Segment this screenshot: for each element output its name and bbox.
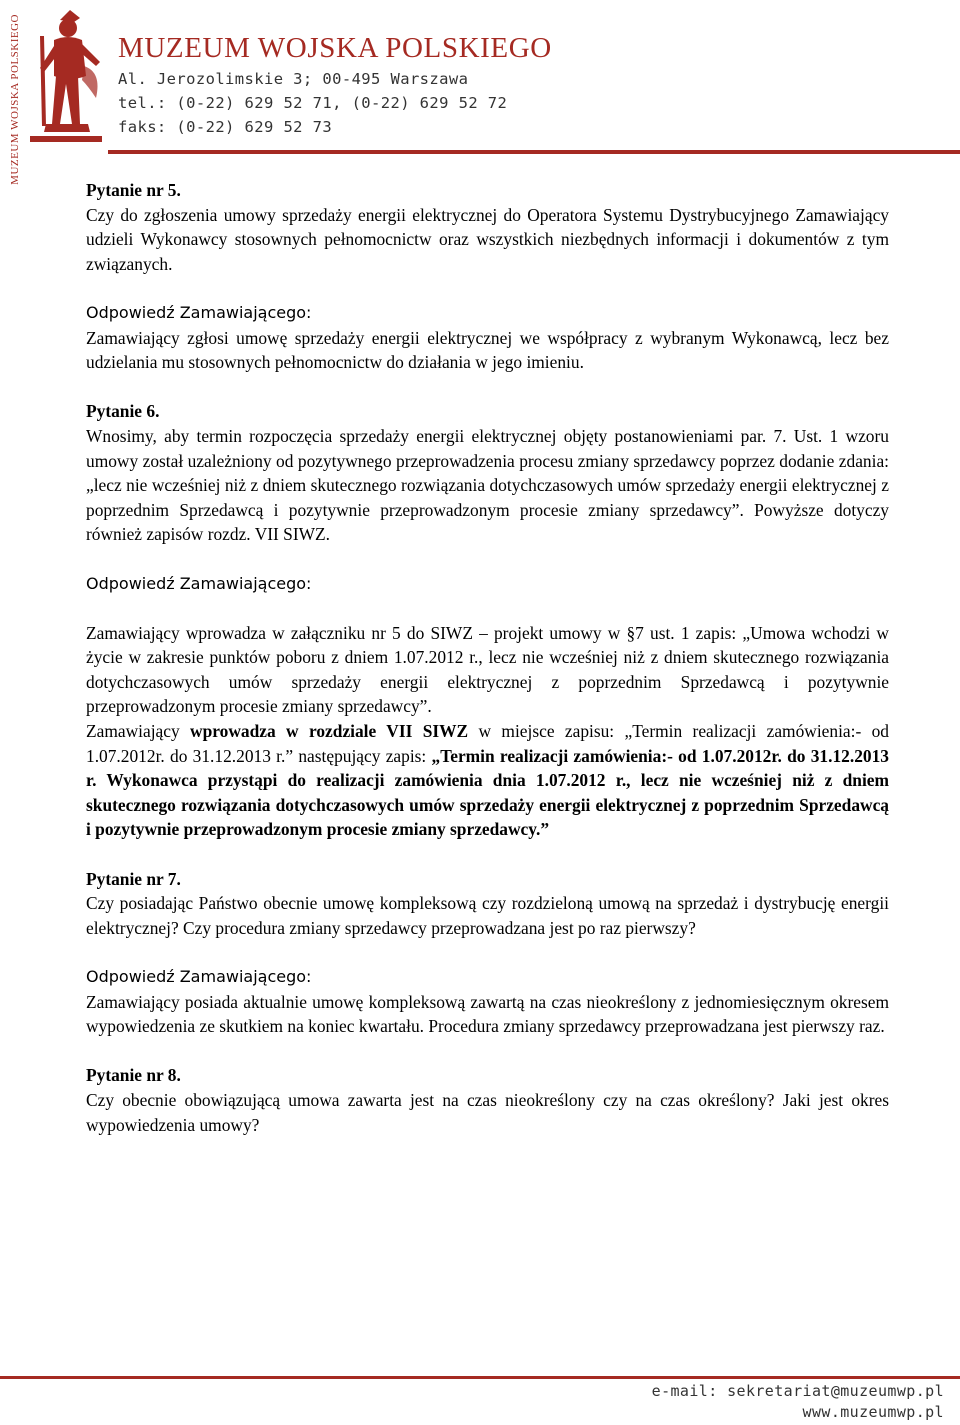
question-7-text: Czy posiadając Państwo obecnie umowę kompleksową czy rozdzieloną umową na sprzedaż i dystrybucję energii elektrycznej? Czy procedura zmiany sprzedawcy przeprowadzana jest po raz pierwszy? bbox=[86, 893, 889, 938]
answer-6-heading: Odpowiedź Zamawiającego: bbox=[86, 573, 312, 593]
question-7-heading: Pytanie nr 7. bbox=[86, 868, 181, 889]
answer-5-text: Zamawiający zgłosi umowę sprzedaży energii elektrycznej we współpracy z wybranym Wykonawcą, lecz bez udzielania mu stosownych pełnomocnictw do działania w jego imieniu. bbox=[86, 327, 889, 373]
question-6-heading: Pytanie 6. bbox=[86, 401, 160, 422]
header-divider bbox=[108, 150, 960, 154]
museum-fax: faks: (0-22) 629 52 73 bbox=[118, 118, 333, 136]
question-8-text: Czy obecnie obowiązującą umowa zawarta jest na czas nieokreślony czy na czas określony? Jaki jest okres wypowiedzenia umowy? bbox=[86, 1089, 889, 1135]
answer-6-p2-middle: w miejsce zapisu: „Termin realizacji zamówienia:- od 1.07.2012r. do 31.12.2013 r.” następujący zapis: bbox=[86, 721, 889, 766]
question-8-heading: Pytanie nr 8. bbox=[86, 1065, 181, 1086]
question-5-heading: Pytanie nr 5. bbox=[86, 180, 181, 200]
museum-address: Al. Jerozolimskie 3; 00-495 Warszawa bbox=[118, 70, 469, 88]
museum-logo-knight-icon bbox=[10, 6, 108, 156]
footer-divider bbox=[0, 1376, 960, 1379]
museum-phone: tel.: (0-22) 629 52 71, (0-22) 629 52 72 bbox=[118, 94, 508, 112]
footer-website: www.muzeumwp.pl bbox=[802, 1403, 944, 1421]
question-5-text: Czy do zgłoszenia umowy sprzedaży energii elektrycznej do Operatora Systemu Dystrybucyjnego Zamawiający udzieli Wykonawcy stosownych pełnomocnictw oraz wszystkich niezbędnych informacji i dokumentów z tym związanych. bbox=[86, 204, 889, 274]
museum-name: MUZEUM WOJSKA POLSKIEGO bbox=[118, 32, 552, 64]
footer bbox=[0, 1376, 960, 1425]
answer-7-heading: Odpowiedź Zamawiającego: bbox=[86, 967, 312, 986]
answer-6-paragraph-1: Zamawiający wprowadza w załączniku nr 5 do SIWZ – projekt umowy w §7 ust. 1 zapis: „Umowa wchodzi w życie w zakresie punktów poboru z dniem 1.07.2012 r., lecz nie wcześniej niż z dniem skutecznego rozwiązania dotychczasowych umów sprzedaży energii elektrycznej z poprzednim Sprzedawcą i pozytywnie przeprowadzonym procesie zmiany sprzedawcy”. bbox=[86, 622, 889, 717]
answer-6-p2-start: Zamawiający bbox=[86, 721, 191, 742]
question-6-text: Wnosimy, aby termin rozpoczęcia sprzedaży energii elektrycznej objęty postanowieniami par. 7. Ust. 1 wzoru umowy został uzależniony od pozytywnego przeprowadzenia procesu zmiany sprzedawcy poprzez dodanie zdania: „lecz nie wcześniej niż z dniem skutecznego rozwiązania dotychczasowych umów sprzedaży energii elektrycznej z poprzednim Sprzedawcą i pozytywnie przeprowadzonym procesie zmiany sprzedawcy”. Powyższe dotyczy również zapisów rozdz. VII SIWZ. bbox=[86, 425, 889, 545]
answer-7-text: Zamawiający posiada aktualnie umowę kompleksową zawartą na czas nieokreślony z jednomiesięcznym okresem wypowiedzenia ze skutkiem na koniec kwartału. Procedura zmiany sprzedawcy przeprowadzana jest pierwszy raz. bbox=[86, 991, 889, 1037]
vertical-logo-label: MUZEUM WOJSKA POLSKIEGO bbox=[9, 14, 21, 185]
document-body bbox=[86, 178, 889, 1137]
answer-6-p2-bold: wprowadza w rozdziale VII SIWZ bbox=[190, 721, 469, 742]
answer-5-heading: Odpowiedź Zamawiającego: bbox=[86, 302, 312, 322]
answer-6-paragraph-2 bbox=[86, 719, 889, 842]
answer-6-p2-bold-quote: „Termin realizacji zamówienia:- od 1.07.2012r. do 31.12.2013 r. Wykonawca przystąpi do realizacji zamówienia dnia 1.07.2012 r., lecz nie wcześniej niż z dniem skutecznego rozwiązania dotychczasowych umów sprzedaży energii elektrycznej z poprzednim Sprzedawcą i pozytywnie przeprowadzonym procesie zmiany sprzedawcy.” bbox=[86, 745, 889, 840]
letterhead bbox=[0, 0, 960, 185]
footer-email: e-mail: sekretariat@muzeumwp.pl bbox=[651, 1382, 944, 1400]
